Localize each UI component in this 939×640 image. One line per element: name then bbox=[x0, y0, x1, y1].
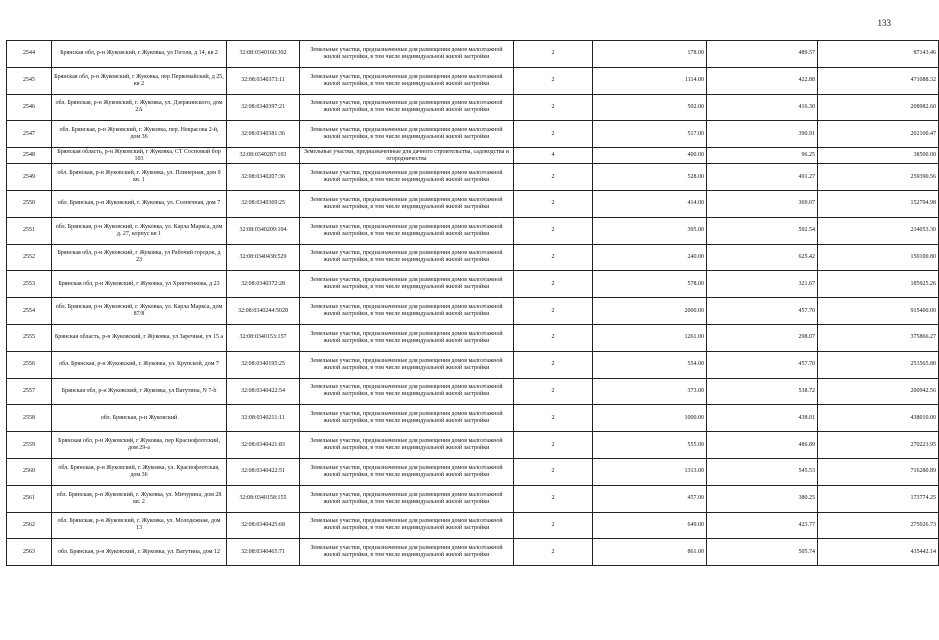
group-code-cell: 2 bbox=[514, 244, 593, 271]
specific-value-cell: 390.91 bbox=[707, 121, 818, 148]
cadastral-number-cell: 32:08:0340369:25 bbox=[227, 190, 300, 217]
address-cell: обл. Брянская, р-н Жуковский, г. Жуковка, ул. Ватутина, дом 12 bbox=[52, 539, 227, 566]
table-row bbox=[7, 324, 939, 351]
land-plots-table bbox=[6, 40, 939, 566]
cadastral-number-cell: 32:08:0340160:302 bbox=[227, 41, 300, 68]
cadastral-value-cell: 185925.26 bbox=[818, 271, 939, 298]
specific-value-cell: 457.70 bbox=[707, 298, 818, 325]
specific-value-cell: 96.25 bbox=[707, 148, 818, 164]
address-cell: обл. Брянская, р-н Жуковский, г. Жуковка, ул. Краснофлотская, дом 36 bbox=[52, 458, 227, 485]
permitted-use-cell: Земельные участки, предназначенные для размещения домов малоэтажной жилой застройки, в том числе индивидуальной жилой застройки bbox=[300, 244, 514, 271]
permitted-use-cell: Земельные участки, предназначенные для размещения домов малоэтажной жилой застройки, в том числе индивидуальной жилой застройки bbox=[300, 324, 514, 351]
row-number-cell: 2559 bbox=[7, 432, 52, 459]
cadastral-number-cell: 32:08:0340209:104 bbox=[227, 217, 300, 244]
group-code-cell: 2 bbox=[514, 164, 593, 191]
permitted-use-cell: Земельные участки, предназначенные для размещения домов малоэтажной жилой застройки, в том числе индивидуальной жилой застройки bbox=[300, 164, 514, 191]
address-cell: обл. Брянская, р-н Жуковский, г. Жуковка, ул. Крупской, дом 7 bbox=[52, 351, 227, 378]
cadastral-value-cell: 208982.60 bbox=[818, 94, 939, 121]
group-code-cell: 2 bbox=[514, 432, 593, 459]
row-number-cell: 2562 bbox=[7, 512, 52, 539]
specific-value-cell: 298.07 bbox=[707, 324, 818, 351]
area-cell: 861.00 bbox=[593, 539, 707, 566]
group-code-cell: 2 bbox=[514, 67, 593, 94]
table-row bbox=[7, 244, 939, 271]
address-cell: Брянская обл, р-н Жуковский, г Жуковка, ул Ватутина, N 7-b bbox=[52, 378, 227, 405]
address-cell: обл. Брянская, р-н Жуковский, г. Жуковка, ул. Дзержинского, дом 2А bbox=[52, 94, 227, 121]
page-number: 133 bbox=[877, 18, 891, 28]
group-code-cell: 2 bbox=[514, 324, 593, 351]
table-row bbox=[7, 148, 939, 164]
row-number-cell: 2548 bbox=[7, 148, 52, 164]
group-code-cell: 2 bbox=[514, 378, 593, 405]
permitted-use-cell: Земельные участки, предназначенные для размещения домов малоэтажной жилой застройки, в том числе индивидуальной жилой застройки bbox=[300, 351, 514, 378]
specific-value-cell: 545.53 bbox=[707, 458, 818, 485]
table-row bbox=[7, 121, 939, 148]
table-row bbox=[7, 94, 939, 121]
address-cell: Брянская обл, р-н Жуковский, г Жуковка, пер Первомайский, д 25, кв 2 bbox=[52, 67, 227, 94]
area-cell: 517.00 bbox=[593, 121, 707, 148]
group-code-cell: 2 bbox=[514, 94, 593, 121]
table-row bbox=[7, 298, 939, 325]
area-cell: 373.00 bbox=[593, 378, 707, 405]
area-cell: 649.00 bbox=[593, 512, 707, 539]
address-cell: Брянская обл, р-н Жуковский, г Жуковка, ул Рабочий городок, д 23 bbox=[52, 244, 227, 271]
area-cell: 457.00 bbox=[593, 485, 707, 512]
row-number-cell: 2549 bbox=[7, 164, 52, 191]
specific-value-cell: 416.30 bbox=[707, 94, 818, 121]
address-cell: Брянская обл, р-н Жуковский, г Жуковка, пер Краснофлотский, дом 29-а bbox=[52, 432, 227, 459]
cadastral-number-cell: 32:08:0340207:36 bbox=[227, 164, 300, 191]
specific-value-cell: 625.42 bbox=[707, 244, 818, 271]
row-number-cell: 2560 bbox=[7, 458, 52, 485]
permitted-use-cell: Земельные участки, предназначенные для размещения домов малоэтажной жилой застройки, в том числе индивидуальной жилой застройки bbox=[300, 41, 514, 68]
area-cell: 502.00 bbox=[593, 94, 707, 121]
area-cell: 240.00 bbox=[593, 244, 707, 271]
specific-value-cell: 486.89 bbox=[707, 432, 818, 459]
cadastral-number-cell: 32:08:0340421:83 bbox=[227, 432, 300, 459]
specific-value-cell: 369.07 bbox=[707, 190, 818, 217]
permitted-use-cell: Земельные участки, предназначенные для размещения домов малоэтажной жилой застройки, в том числе индивидуальной жилой застройки bbox=[300, 67, 514, 94]
address-cell: Брянская обл, р-н Жуковский, г Жуковка, ул Хрипченкова, д 23 bbox=[52, 271, 227, 298]
address-cell: Брянская область, р-н Жуковский, г Жуковка, СТ Сосновый бор 103 bbox=[52, 148, 227, 164]
row-number-cell: 2552 bbox=[7, 244, 52, 271]
specific-value-cell: 423.77 bbox=[707, 512, 818, 539]
group-code-cell: 2 bbox=[514, 298, 593, 325]
group-code-cell: 2 bbox=[514, 217, 593, 244]
cadastral-number-cell: 32:08:0340381:36 bbox=[227, 121, 300, 148]
permitted-use-cell: Земельные участки, предназначенные для размещения домов малоэтажной жилой застройки, в том числе индивидуальной жилой застройки bbox=[300, 512, 514, 539]
specific-value-cell: 505.74 bbox=[707, 539, 818, 566]
specific-value-cell: 491.27 bbox=[707, 164, 818, 191]
row-number-cell: 2547 bbox=[7, 121, 52, 148]
area-cell: 578.00 bbox=[593, 271, 707, 298]
group-code-cell: 2 bbox=[514, 41, 593, 68]
cadastral-value-cell: 259390.56 bbox=[818, 164, 939, 191]
cadastral-value-cell: 152794.98 bbox=[818, 190, 939, 217]
row-number-cell: 2545 bbox=[7, 67, 52, 94]
table-row bbox=[7, 432, 939, 459]
row-number-cell: 2557 bbox=[7, 378, 52, 405]
cadastral-number-cell: 32:08:0340287:103 bbox=[227, 148, 300, 164]
row-number-cell: 2556 bbox=[7, 351, 52, 378]
cadastral-number-cell: 32:08:0340244:5028 bbox=[227, 298, 300, 325]
address-cell: Брянская область, р-н Жуковский, г Жуковка, ул Заречная, уч 15 а bbox=[52, 324, 227, 351]
specific-value-cell: 438.01 bbox=[707, 405, 818, 432]
permitted-use-cell: Земельные участки, предназначенные для размещения домов малоэтажной жилой застройки, в том числе индивидуальной жилой застройки bbox=[300, 539, 514, 566]
cadastral-number-cell: 32:08:0340422:51 bbox=[227, 458, 300, 485]
table-row bbox=[7, 41, 939, 68]
permitted-use-cell: Земельные участки, предназначенные для размещения домов малоэтажной жилой застройки, в том числе индивидуальной жилой застройки bbox=[300, 94, 514, 121]
group-code-cell: 2 bbox=[514, 121, 593, 148]
row-number-cell: 2546 bbox=[7, 94, 52, 121]
cadastral-value-cell: 438010.00 bbox=[818, 405, 939, 432]
permitted-use-cell: Земельные участки, предназначенные для размещения домов малоэтажной жилой застройки, в том числе индивидуальной жилой застройки bbox=[300, 271, 514, 298]
table-row bbox=[7, 164, 939, 191]
cadastral-value-cell: 202100.47 bbox=[818, 121, 939, 148]
area-cell: 1000.00 bbox=[593, 405, 707, 432]
cadastral-number-cell: 32:08:0340373:11 bbox=[227, 67, 300, 94]
table-row bbox=[7, 539, 939, 566]
cadastral-value-cell: 471088.32 bbox=[818, 67, 939, 94]
specific-value-cell: 321.67 bbox=[707, 271, 818, 298]
area-cell: 554.00 bbox=[593, 351, 707, 378]
cadastral-number-cell: 32:08:0340372:28 bbox=[227, 271, 300, 298]
area-cell: 414.00 bbox=[593, 190, 707, 217]
address-cell: обл. Брянская, р-н Жуковский, г. Жуковка, ул. Карла Маркса, дом 87/8 bbox=[52, 298, 227, 325]
row-number-cell: 2553 bbox=[7, 271, 52, 298]
row-number-cell: 2558 bbox=[7, 405, 52, 432]
address-cell: обл. Брянская, р-н Жуковский, г. Жуковка, ул. Плинерная, дом 9 кв. 1 bbox=[52, 164, 227, 191]
specific-value-cell: 538.72 bbox=[707, 378, 818, 405]
table-row bbox=[7, 378, 939, 405]
table-row bbox=[7, 67, 939, 94]
address-cell: обл. Брянская, р-н Жуковский, г. Жуковка, ул. Мичурина, дом 28 кв. 2 bbox=[52, 485, 227, 512]
cadastral-value-cell: 435442.14 bbox=[818, 539, 939, 566]
group-code-cell: 2 bbox=[514, 458, 593, 485]
specific-value-cell: 380.25 bbox=[707, 485, 818, 512]
permitted-use-cell: Земельные участки, предназначенные для размещения домов малоэтажной жилой застройки, в том числе индивидуальной жилой застройки bbox=[300, 378, 514, 405]
group-code-cell: 2 bbox=[514, 271, 593, 298]
permitted-use-cell: Земельные участки, предназначенные для размещения домов малоэтажной жилой застройки, в том числе индивидуальной жилой застройки bbox=[300, 432, 514, 459]
table-row bbox=[7, 405, 939, 432]
cadastral-number-cell: 32:08:0340153:157 bbox=[227, 324, 300, 351]
specific-value-cell: 592.54 bbox=[707, 217, 818, 244]
cadastral-number-cell: 32:08:0340422:54 bbox=[227, 378, 300, 405]
permitted-use-cell: Земельные участки, предназначенные для размещения домов малоэтажной жилой застройки, в том числе индивидуальной жилой застройки bbox=[300, 458, 514, 485]
table-row bbox=[7, 351, 939, 378]
cadastral-value-cell: 150100.80 bbox=[818, 244, 939, 271]
group-code-cell: 2 bbox=[514, 539, 593, 566]
cadastral-number-cell: 32:08:0340438:529 bbox=[227, 244, 300, 271]
area-cell: 555.00 bbox=[593, 432, 707, 459]
cadastral-number-cell: 32:08:0340211:11 bbox=[227, 405, 300, 432]
group-code-cell: 2 bbox=[514, 405, 593, 432]
cadastral-value-cell: 270223.95 bbox=[818, 432, 939, 459]
area-cell: 2000.00 bbox=[593, 298, 707, 325]
group-code-cell: 2 bbox=[514, 351, 593, 378]
row-number-cell: 2550 bbox=[7, 190, 52, 217]
cadastral-number-cell: 32:08:0340397:21 bbox=[227, 94, 300, 121]
cadastral-number-cell: 32:08:0340158:155 bbox=[227, 485, 300, 512]
specific-value-cell: 422.88 bbox=[707, 67, 818, 94]
address-cell: обл. Брянская, р-н Жуковский bbox=[52, 405, 227, 432]
row-number-cell: 2561 bbox=[7, 485, 52, 512]
area-cell: 1114.00 bbox=[593, 67, 707, 94]
area-cell: 528.00 bbox=[593, 164, 707, 191]
group-code-cell: 4 bbox=[514, 148, 593, 164]
area-cell: 178.00 bbox=[593, 41, 707, 68]
permitted-use-cell: Земельные участки, предназначенные для размещения домов малоэтажной жилой застройки, в том числе индивидуальной жилой застройки bbox=[300, 190, 514, 217]
table-row bbox=[7, 190, 939, 217]
cadastral-number-cell: 32:08:0340195:25 bbox=[227, 351, 300, 378]
cadastral-value-cell: 375866.27 bbox=[818, 324, 939, 351]
cadastral-value-cell: 38500.00 bbox=[818, 148, 939, 164]
table-row bbox=[7, 271, 939, 298]
row-number-cell: 2551 bbox=[7, 217, 52, 244]
permitted-use-cell: Земельные участки, предназначенные для дачного строительства, садоводства и огородничества bbox=[300, 148, 514, 164]
address-cell: Брянская обл, р-н Жуковский, г Жуковка, ул Гоголя, д 14, кв 2 bbox=[52, 41, 227, 68]
address-cell: обл. Брянская, р-н Жуковский, г. Жуковка, ул. Солнечная, дом 7 bbox=[52, 190, 227, 217]
row-number-cell: 2544 bbox=[7, 41, 52, 68]
address-cell: обл. Брянская, р-н Жуковский, г. Жуковка, пер. Некрасова 2-й, дом 36 bbox=[52, 121, 227, 148]
address-cell: обл. Брянская, р-н Жуковский, г. Жуковка, ул. Молодежная, дом 13 bbox=[52, 512, 227, 539]
table-row bbox=[7, 458, 939, 485]
area-cell: 1261.00 bbox=[593, 324, 707, 351]
cadastral-value-cell: 275026.73 bbox=[818, 512, 939, 539]
cadastral-number-cell: 32:08:0340425:68 bbox=[227, 512, 300, 539]
area-cell: 400.00 bbox=[593, 148, 707, 164]
permitted-use-cell: Земельные участки, предназначенные для размещения домов малоэтажной жилой застройки, в том числе индивидуальной жилой застройки bbox=[300, 217, 514, 244]
area-cell: 395.00 bbox=[593, 217, 707, 244]
permitted-use-cell: Земельные участки, предназначенные для размещения домов малоэтажной жилой застройки, в том числе индивидуальной жилой застройки bbox=[300, 485, 514, 512]
row-number-cell: 2555 bbox=[7, 324, 52, 351]
cadastral-value-cell: 716280.89 bbox=[818, 458, 939, 485]
area-cell: 1313.00 bbox=[593, 458, 707, 485]
permitted-use-cell: Земельные участки, предназначенные для размещения домов малоэтажной жилой застройки, в том числе индивидуальной жилой застройки bbox=[300, 405, 514, 432]
group-code-cell: 2 bbox=[514, 512, 593, 539]
group-code-cell: 2 bbox=[514, 190, 593, 217]
address-cell: обл. Брянская, р-н Жуковский, г. Жуковка, ул. Карла Маркса, дом д. 27, корпус кв 1 bbox=[52, 217, 227, 244]
cadastral-value-cell: 253565.80 bbox=[818, 351, 939, 378]
cadastral-value-cell: 200942.56 bbox=[818, 378, 939, 405]
group-code-cell: 2 bbox=[514, 485, 593, 512]
cadastral-number-cell: 32:08:0340465:71 bbox=[227, 539, 300, 566]
cadastral-value-cell: 173774.25 bbox=[818, 485, 939, 512]
table-body bbox=[7, 41, 939, 566]
table-row bbox=[7, 217, 939, 244]
permitted-use-cell: Земельные участки, предназначенные для размещения домов малоэтажной жилой застройки, в том числе индивидуальной жилой застройки bbox=[300, 121, 514, 148]
specific-value-cell: 489.57 bbox=[707, 41, 818, 68]
cadastral-value-cell: 915400.00 bbox=[818, 298, 939, 325]
table-row bbox=[7, 485, 939, 512]
row-number-cell: 2563 bbox=[7, 539, 52, 566]
cadastral-value-cell: 234053.30 bbox=[818, 217, 939, 244]
row-number-cell: 2554 bbox=[7, 298, 52, 325]
cadastral-value-cell: 87143.46 bbox=[818, 41, 939, 68]
specific-value-cell: 457.70 bbox=[707, 351, 818, 378]
permitted-use-cell: Земельные участки, предназначенные для размещения домов малоэтажной жилой застройки, в том числе индивидуальной жилой застройки bbox=[300, 298, 514, 325]
table-row bbox=[7, 512, 939, 539]
